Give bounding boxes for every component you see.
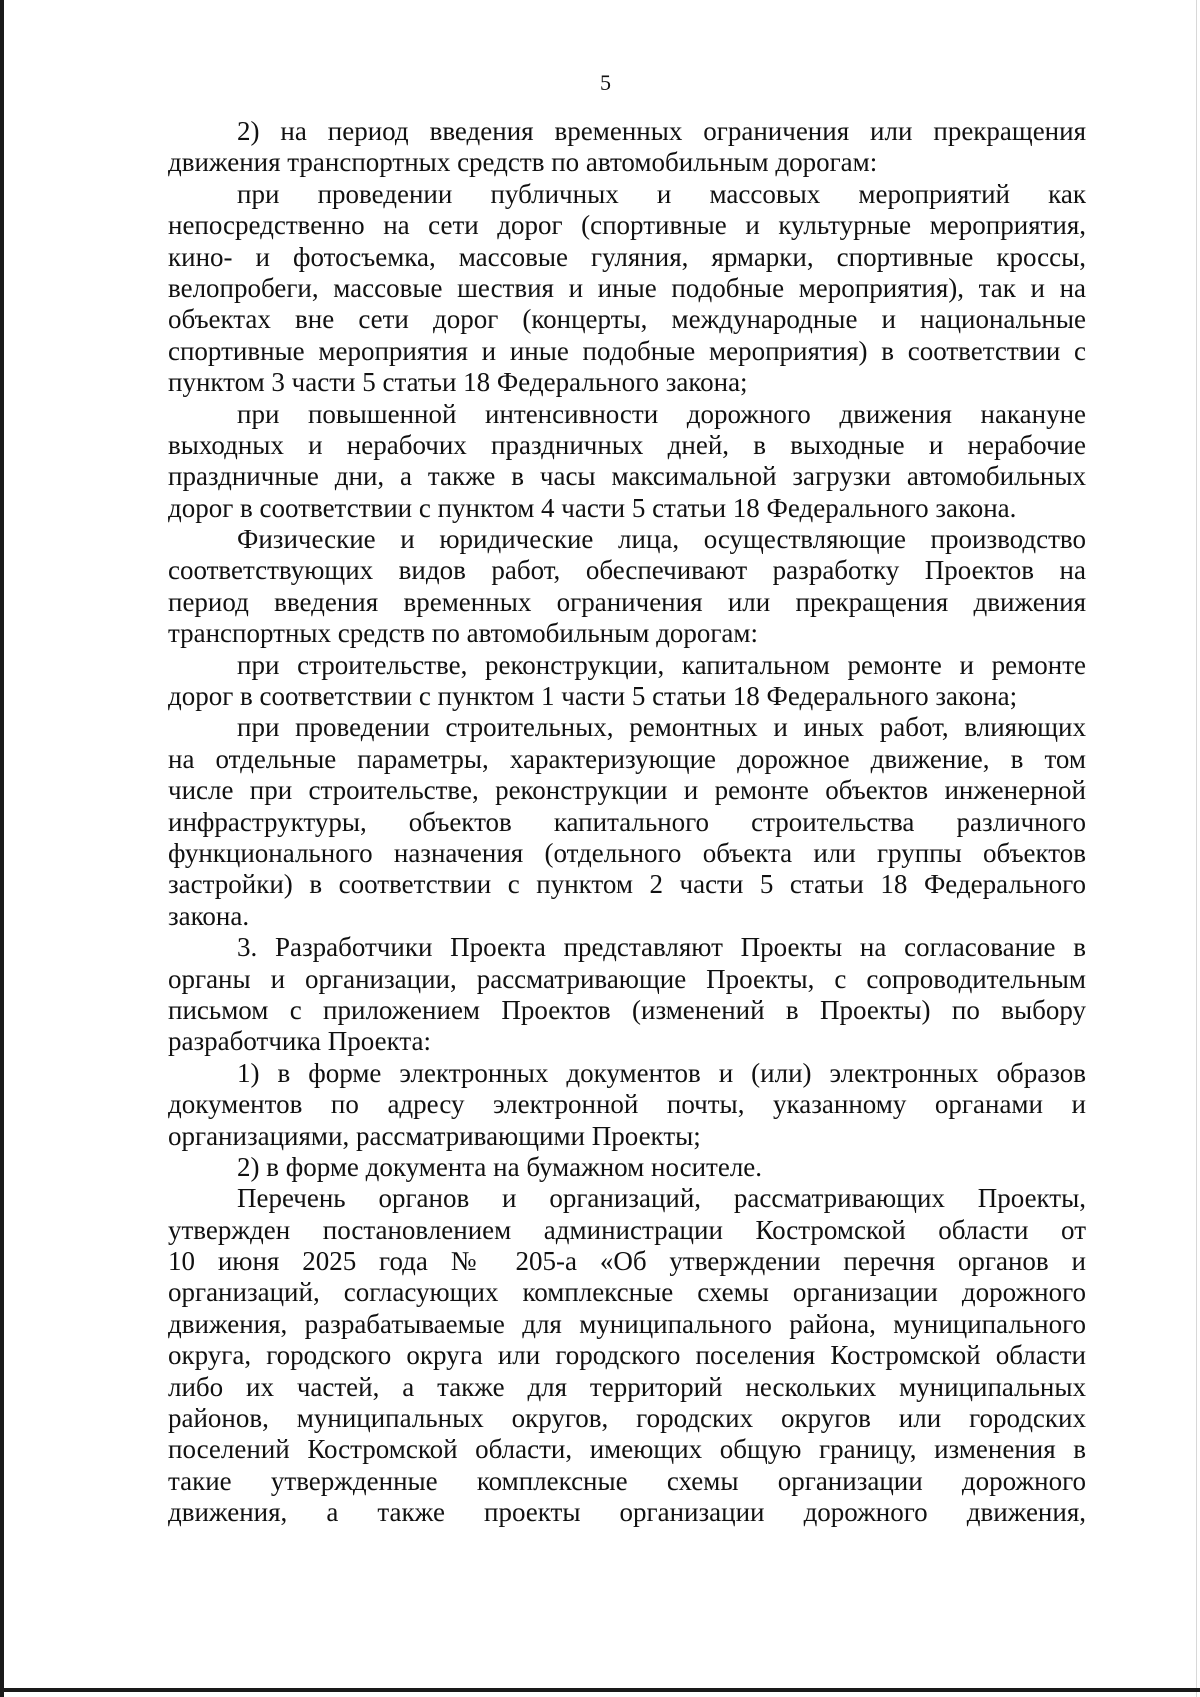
text-line: инфраструктуры, объектов капитального строительства различного	[168, 806, 1086, 837]
text-line: период введения временных ограничения или прекращения движения	[168, 586, 1086, 617]
scan-right-border	[1196, 0, 1197, 1697]
text-line: 2) в форме документа на бумажном носителе.	[237, 1151, 763, 1182]
text-line: округа, городского округа или городского поселения Костромской области	[168, 1340, 1086, 1371]
text-line: такие утвержденные комплексные схемы организации дорожного	[168, 1465, 1086, 1496]
text-line: письмом с приложением Проектов (изменений в Проекты) по выбору	[168, 994, 1086, 1025]
text-line: соответствующих видов работ, обеспечивают разработку Проектов на	[168, 555, 1086, 586]
text-line: районов, муниципальных округов, городских округов или городских	[168, 1403, 1086, 1434]
text-line: спортивные мероприятия и иные подобные мероприятия) в соответствии с	[168, 335, 1086, 366]
text-line: Перечень органов и организаций, рассматривающих Проекты,	[237, 1183, 1086, 1214]
text-line: числе при строительстве, реконструкции и ремонте объектов инженерной	[168, 775, 1086, 806]
text-line: транспортных средств по автомобильным дорогам:	[168, 618, 758, 649]
text-line: движения транспортных средств по автомобильным дорогам:	[168, 147, 878, 178]
text-line: 10 июня 2025 года № 205-а «Об утверждении перечня органов и	[168, 1246, 1086, 1277]
text-line: организаций, согласующих комплексные схемы организации дорожного	[168, 1277, 1086, 1308]
text-line: Физические и юридические лица, осуществляющие производство	[237, 524, 1086, 555]
text-line: 3. Разработчики Проекта представляют Проекты на согласование в	[237, 932, 1086, 963]
text-line: непосредственно на сети дорог (спортивные и культурные мероприятия,	[168, 210, 1086, 241]
text-line: движения, а также проекты организации дорожного движения,	[168, 1497, 1086, 1528]
text-line: разработчика Проекта:	[168, 1026, 431, 1057]
text-line: либо их частей, а также для территорий нескольких муниципальных	[168, 1371, 1086, 1402]
text-line: объектах вне сети дорог (концерты, международные и национальные	[168, 304, 1086, 335]
text-line: дорог в соответствии с пунктом 1 части 5 статьи 18 Федерального закона;	[168, 681, 1018, 712]
document-body	[168, 116, 1086, 1529]
text-line: поселений Костромской области, имеющих общую границу, изменения в	[168, 1434, 1086, 1465]
text-line: функционального назначения (отдельного объекта или группы объектов	[168, 837, 1086, 868]
text-line: при проведении строительных, ремонтных и иных работ, влияющих	[237, 712, 1086, 743]
text-line: документов по адресу электронной почты, указанному органами и	[168, 1089, 1086, 1120]
text-line: движения, разрабатываемые для муниципального района, муниципального	[168, 1308, 1086, 1339]
text-line: при повышенной интенсивности дорожного движения накануне	[237, 398, 1086, 429]
scan-left-border	[0, 0, 4, 1697]
text-line: при проведении публичных и массовых мероприятий как	[237, 178, 1086, 209]
scan-bottom-border	[0, 1688, 1200, 1692]
text-line: закона.	[168, 900, 250, 931]
text-line: праздничные дни, а также в часы максимальной загрузки автомобильных	[168, 461, 1086, 492]
text-line: утвержден постановлением администрации Костромской области от	[168, 1214, 1086, 1245]
text-line: велопробеги, массовые шествия и иные подобные мероприятия), так и на	[168, 272, 1086, 303]
text-line: кино- и фотосъемка, массовые гуляния, ярмарки, спортивные кроссы,	[168, 241, 1086, 272]
text-line: при строительстве, реконструкции, капитальном ремонте и ремонте	[237, 649, 1086, 680]
text-line: на отдельные параметры, характеризующие дорожное движение, в том	[168, 743, 1086, 774]
text-line: пунктом 3 части 5 статьи 18 Федерального закона;	[168, 367, 748, 398]
page-number: 5	[600, 70, 611, 95]
text-line: органы и организации, рассматривающие Проекты, с сопроводительным	[168, 963, 1086, 994]
text-line: застройки) в соответствии с пунктом 2 части 5 статьи 18 Федерального	[168, 869, 1086, 900]
text-line: дорог в соответствии с пунктом 4 части 5 статьи 18 Федерального закона.	[168, 492, 1017, 523]
text-line: 1) в форме электронных документов и (или) электронных образов	[237, 1057, 1086, 1088]
text-line: выходных и нерабочих праздничных дней, в выходные и нерабочие	[168, 429, 1086, 460]
text-line: 2) на период введения временных ограничения или прекращения	[237, 116, 1086, 146]
text-line: организациями, рассматривающими Проекты;	[168, 1120, 701, 1151]
